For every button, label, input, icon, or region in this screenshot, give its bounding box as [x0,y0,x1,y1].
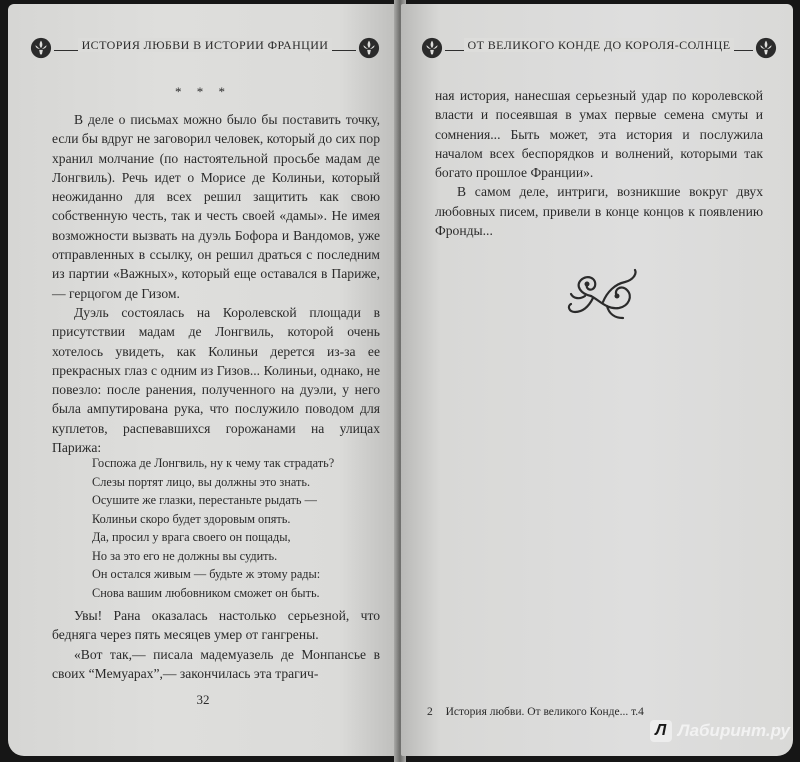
paragraph: В самом деле, интриги, возникшие вокруг двух любовных писем, привели в конце концов к появлению Фронды... [435,184,763,239]
right-body-text [435,86,763,240]
page-number: 32 [196,692,210,707]
right-running-head [421,34,777,62]
poem-line: Но за это его не должны вы судить. [92,548,278,563]
left-body-text [52,110,380,457]
page-footer [427,706,644,718]
running-head-title: ИСТОРИЯ ЛЮБВИ В ИСТОРИИ ФРАНЦИИ [78,38,333,52]
poem [92,454,334,602]
decorative-ornament-icon [563,266,643,324]
left-running-head [30,34,380,62]
poem-line: Осушите же глазки, перестаньте рыдать — [92,493,317,507]
paragraph: Увы! Рана оказалась настолько серьезной, что бедняга через пять месяцев умер от гангрены. [52,608,380,643]
right-page [401,4,793,756]
paragraph: ная история, нанесшая серьезный удар по королевской власти и посеявшая в умах первые семена смуты и сомнения... Быть может, эта история и послужила началом всех беспорядков и волнений, которыми так богато прошлое Франции». [435,88,763,181]
left-body-text-after-poem [52,606,380,683]
labirint-watermark [650,720,790,742]
running-head-title: ОТ ВЕЛИКОГО КОНДЕ ДО КОРОЛЯ-СОЛНЦЕ [464,38,735,52]
paragraph: В деле о письмах можно было бы поставить точку, если бы вдруг не заговорил человек, который до сих пор хранил молчание (по настоятельной просьбе мадам де Лонгвиль). Речь идет о Морисе де Колиньи, который неожиданно для всех решил защитить как свою собственную честь, так и честь своей «дамы». Не имея возможности вызвать на дуэль Бофора и Вандомов, уже отправленных в ссылку, он решил драться с последним из партии «Важных», который еще оставался в Париже,— герцогом де Гизом. [52,112,380,301]
poem-line: Колиньи скоро будет здоровым опять. [92,511,291,526]
section-break: * * * [175,84,231,99]
signature-mark: 2 [427,706,433,718]
left-page [8,4,398,756]
poem-line: Госпожа де Лонгвиль, ну к чему так страдать? [92,456,335,470]
poem-line: Да, просил у врага своего он пощады, [92,530,291,544]
poem-line: Он остался живым — будьте ж этому рады: [92,567,321,581]
poem-line: Слезы портят лицо, вы должны это знать. [92,474,311,489]
labirint-logo: Л [650,720,672,742]
poem-line: Снова вашим любовником сможет он быть. [92,585,320,600]
fleur-de-lis-icon [755,37,777,59]
footer-title: История любви. От великого Конде... т.4 [445,706,644,718]
paragraph: «Вот так,— писала мадемуазель де Монпансье в своих “Мемуарах”,— закончилась эта трагич- [52,646,380,681]
paragraph: Дуэль состоялась на Королевской площади в присутствии мадам де Лонгвиль, которой очень хотелось увидеть, как Колиньи дерется из-за ее прекрасных глаз с одним из Гизов... Колиньи, однако, не повезло: после ранения, полученного на дуэли, у него была ампутирована рука, что послужило поводом для куплетов, распевавшихся горожанами на улицах Парижа: [52,304,380,456]
fleur-de-lis-icon [358,37,380,59]
watermark-text: Лабиринт.ру [677,721,790,740]
